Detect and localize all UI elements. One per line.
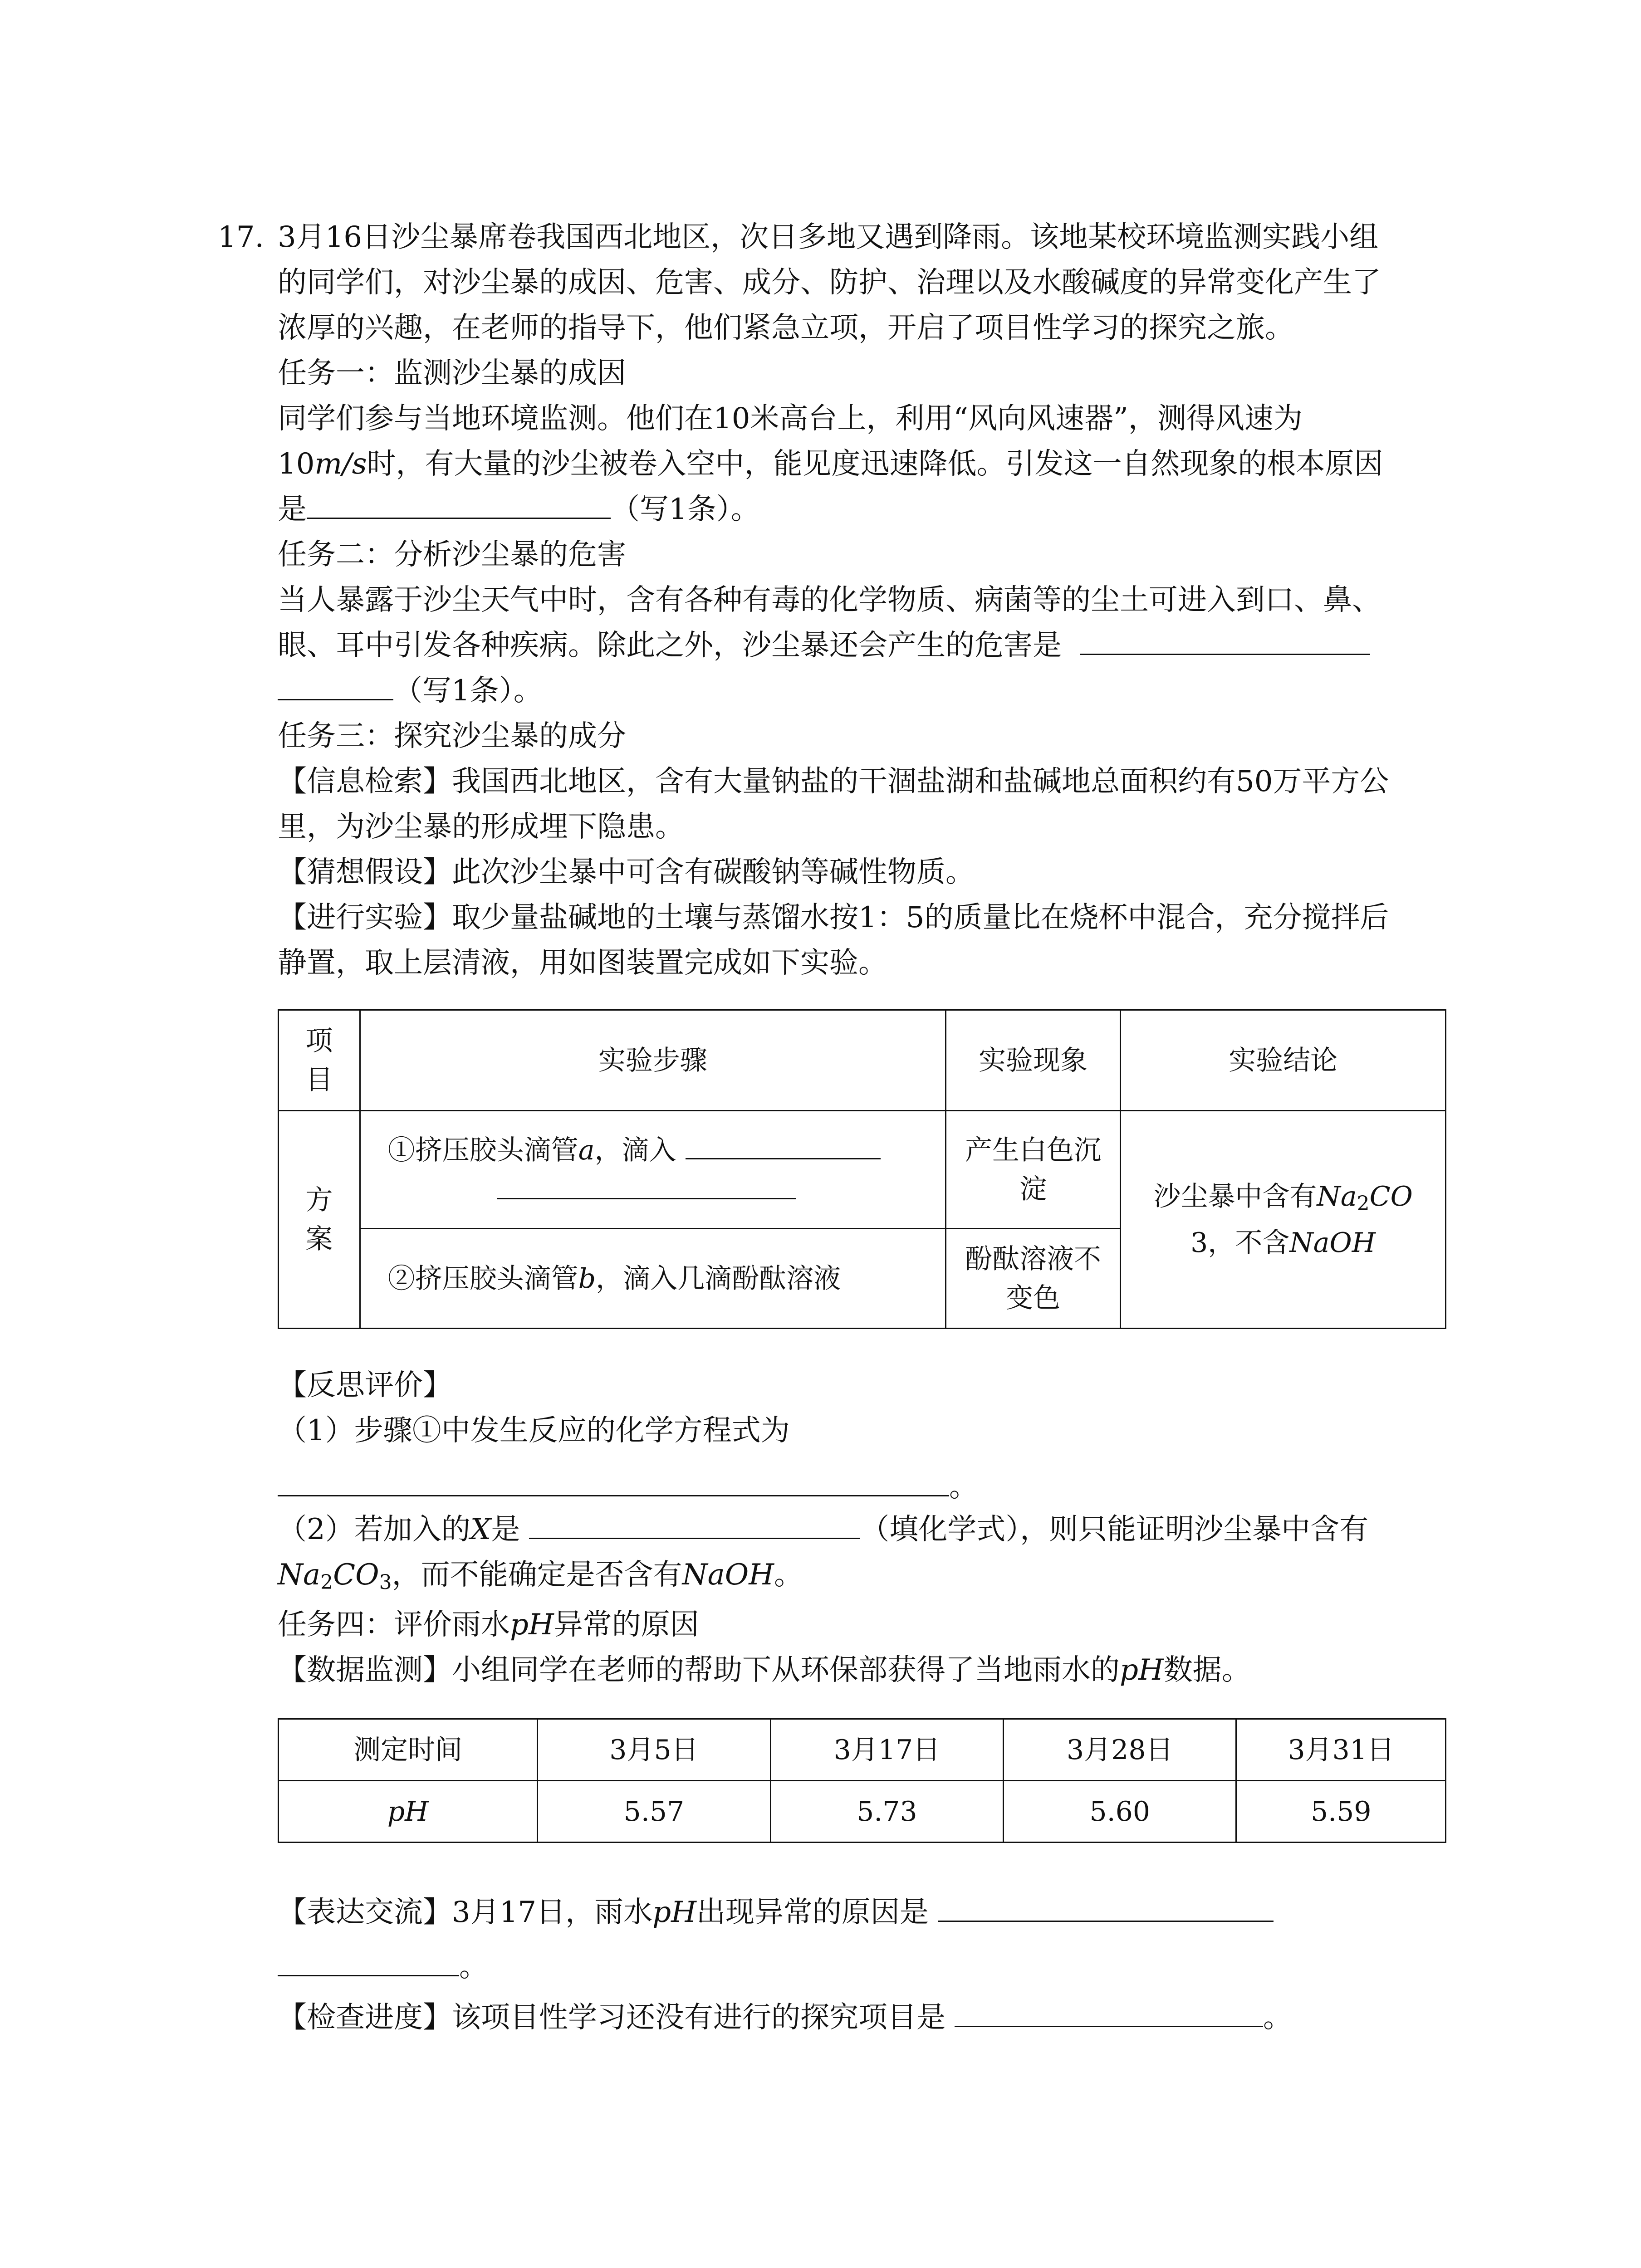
task3-heading: 任务三：探究沙尘暴的成分 xyxy=(278,719,626,753)
intro-line-1: 3月16日沙尘暴席卷我国西北地区，次日多地又遇到降雨。该地某校环境监测实践小组 xyxy=(278,220,1379,254)
formula-sub-3: 3 xyxy=(379,1571,392,1594)
step-1-text: ①挤压胶头滴管 xyxy=(387,1134,578,1166)
task1-line-2-text: 时，有大量的沙尘被卷入空中，能见度迅速降低。引发这一自然现象的根本原因 xyxy=(367,447,1383,481)
header-item-char-2: 目 xyxy=(305,1064,333,1096)
task4-data-ph: pH xyxy=(1120,1653,1164,1687)
ph-table-value: 5.57 xyxy=(538,1781,770,1843)
ph-table-time-label: 测定时间 xyxy=(279,1719,538,1781)
reflection-q1-answer-line xyxy=(278,1466,978,1508)
reflection-q2-mid: 是 xyxy=(491,1513,520,1546)
task4-data-text: 【数据监测】小组同学在老师的帮助下从环保部获得了当地雨水的 xyxy=(278,1653,1120,1687)
task3-experiment-2: 静置，取上层清液，用如图装置完成如下实验。 xyxy=(278,946,887,980)
ph-table-value: 5.60 xyxy=(1004,1781,1236,1843)
header-steps: 实验步骤 xyxy=(360,1010,945,1111)
step-1-blank-b[interactable] xyxy=(497,1170,796,1199)
task2-line-2-text: 眼、耳中引发各种疾病。除此之外，沙尘暴还会产生的危害是 xyxy=(278,629,1062,662)
expression-suffix: 出现异常的原因是 xyxy=(696,1896,929,1929)
task1-speed-unit: m/s xyxy=(314,447,367,481)
task2-line-2 xyxy=(278,625,1370,666)
task2-answer-blank-b[interactable] xyxy=(278,671,393,700)
formula-naoh: NaOH xyxy=(682,1558,774,1592)
reflection-q2-line-2-end: 。 xyxy=(774,1558,803,1592)
reflection-q2 xyxy=(278,1509,1368,1550)
expression-line xyxy=(278,1892,1274,1933)
task2-line-1: 当人暴露于沙尘天气中时，含有各种有毒的化学物质、病菌等的尘土可进入到口、鼻、 xyxy=(278,583,1381,617)
header-item xyxy=(279,1010,360,1111)
reflection-heading: 【反思评价】 xyxy=(278,1369,452,1402)
progress-line xyxy=(278,1997,1292,2038)
conclusion-formula-na: Na xyxy=(1317,1180,1357,1212)
reflection-q2-line-2 xyxy=(278,1554,803,1603)
step-1-text-suffix: ，滴入 xyxy=(594,1134,676,1166)
experiment-row-1 xyxy=(279,1111,1446,1229)
ph-table-ph-label: pH xyxy=(279,1781,538,1843)
task4-heading-text: 任务四：评价雨水 xyxy=(278,1608,510,1642)
row-label-char-2: 案 xyxy=(305,1223,333,1255)
task3-info-2: 里，为沙尘暴的形成埋下隐患。 xyxy=(278,810,684,844)
header-phenomenon: 实验现象 xyxy=(945,1010,1120,1111)
formula-co: CO xyxy=(333,1558,379,1592)
task4-data-suffix: 数据。 xyxy=(1163,1653,1251,1687)
expression-end: 。 xyxy=(459,1950,488,1984)
ph-table-date: 3月5日 xyxy=(538,1719,770,1781)
header-item-char-1: 项 xyxy=(305,1025,333,1057)
expression-text: 【表达交流】3月17日，雨水 xyxy=(278,1896,653,1929)
task3-experiment-1: 【进行实验】取少量盐碱地的土壤与蒸馏水按1：5的质量比在烧杯中混合，充分搅拌后 xyxy=(278,901,1389,934)
step-2-text: ②挤压胶头滴管 xyxy=(387,1262,578,1295)
task3-info-1: 【信息检索】我国西北地区，含有大量钠盐的干涸盐湖和盐碱地总面积约有50万平方公 xyxy=(278,765,1389,798)
step-1-dropper-a: a xyxy=(578,1134,595,1166)
expression-ph: pH xyxy=(652,1896,696,1929)
progress-blank[interactable] xyxy=(955,1998,1263,2027)
formula-sub-2: 2 xyxy=(320,1571,333,1594)
ph-table xyxy=(278,1718,1446,1843)
ph-table-date: 3月28日 xyxy=(1004,1719,1236,1781)
conclusion-formula-co: CO xyxy=(1369,1180,1413,1212)
ph-table-value-row xyxy=(279,1781,1446,1843)
row-label-plan xyxy=(279,1111,360,1329)
conclusion-cell xyxy=(1121,1111,1446,1329)
step-1-line-1 xyxy=(388,1130,945,1170)
expression-blank-b[interactable] xyxy=(278,1947,459,1976)
task1-line-3 xyxy=(278,489,760,530)
reflection-q1: （1）步骤①中发生反应的化学方程式为 xyxy=(278,1414,790,1447)
task1-line-2 xyxy=(278,443,1383,485)
ph-table-date: 3月31日 xyxy=(1236,1719,1446,1781)
phenomenon-1-line-1: 产生白色沉 xyxy=(965,1134,1102,1166)
conclusion-line-2 xyxy=(1121,1223,1445,1262)
reflection-q2-x: X xyxy=(470,1513,491,1546)
question-number: 17. xyxy=(218,220,264,254)
phenomenon-2-line-1: 酚酞溶液不 xyxy=(965,1243,1102,1275)
reflection-q2-line-2-text: ，而不能确定是否含有 xyxy=(392,1558,682,1592)
task1-line-3-prefix: 是 xyxy=(278,493,307,526)
formula-na: Na xyxy=(278,1558,321,1592)
expression-blank-a[interactable] xyxy=(938,1892,1274,1922)
step-2-text-suffix: ，滴入几滴酚酞溶液 xyxy=(596,1262,841,1295)
progress-text: 【检查进度】该项目性学习还没有进行的探究项目是 xyxy=(278,2001,945,2034)
task4-heading-ph: pH xyxy=(510,1608,554,1642)
experiment-table xyxy=(278,1009,1446,1329)
task1-line-1: 同学们参与当地环境监测。他们在10米高台上，利用“风向风速器”，测得风速为 xyxy=(278,402,1303,435)
task3-hypothesis: 【猜想假设】此次沙尘暴中可含有碳酸钠等碱性物质。 xyxy=(278,855,975,889)
task1-line-3-suffix: （写1条）。 xyxy=(611,493,760,526)
step-2-dropper-b: b xyxy=(578,1262,596,1295)
task2-line-3-suffix: （写1条）。 xyxy=(393,674,543,708)
task2-answer-blank-a[interactable] xyxy=(1080,626,1370,655)
progress-end: 。 xyxy=(1263,2001,1292,2034)
ph-table-header-row xyxy=(279,1719,1446,1781)
step-1-blank-a[interactable] xyxy=(686,1130,881,1159)
task2-line-3 xyxy=(278,670,543,712)
phenomenon-1-cell xyxy=(945,1111,1120,1229)
task4-data xyxy=(278,1649,1251,1691)
task4-heading-suffix: 异常的原因 xyxy=(554,1608,699,1642)
intro-line-3: 浓厚的兴趣，在老师的指导下，他们紧急立项，开启了项目性学习的探究之旅。 xyxy=(278,311,1294,345)
reflection-q2-text: （2）若加入的 xyxy=(278,1513,470,1546)
task4-heading xyxy=(278,1604,699,1646)
intro-line-2: 的同学们，对沙尘暴的成因、危害、成分、防护、治理以及水酸碱度的异常变化产生了 xyxy=(278,266,1381,299)
expression-line-2 xyxy=(278,1946,488,1988)
row-label-char-1: 方 xyxy=(305,1184,333,1216)
conclusion-formula-sub: 2 xyxy=(1357,1192,1370,1215)
reflection-q1-end: 。 xyxy=(949,1470,978,1504)
experiment-table-header xyxy=(279,1010,1446,1111)
conclusion-formula-naoh: NaOH xyxy=(1289,1227,1376,1259)
reflection-q2-blank[interactable] xyxy=(529,1510,860,1539)
conclusion-text: 沙尘暴中含有 xyxy=(1153,1180,1317,1212)
reflection-q1-blank[interactable] xyxy=(278,1467,949,1496)
ph-table-value: 5.59 xyxy=(1236,1781,1446,1843)
conclusion-line-1 xyxy=(1121,1177,1445,1223)
task2-heading: 任务二：分析沙尘暴的危害 xyxy=(278,538,626,572)
reflection-q2-suffix: （填化学式），则只能证明沙尘暴中含有 xyxy=(860,1513,1369,1546)
step-1-line-2 xyxy=(388,1170,945,1210)
phenomenon-2-line-2: 变色 xyxy=(1006,1282,1061,1314)
phenomenon-2-cell xyxy=(945,1229,1120,1329)
step-1-cell xyxy=(360,1111,945,1229)
ph-table-date: 3月17日 xyxy=(770,1719,1003,1781)
step-2-cell xyxy=(360,1229,945,1329)
conclusion-text-2: 3，不含 xyxy=(1190,1227,1290,1259)
phenomenon-1-line-2: 淀 xyxy=(1019,1173,1047,1205)
task1-answer-blank[interactable] xyxy=(307,489,611,519)
task1-heading: 任务一：监测沙尘暴的成因 xyxy=(278,357,626,390)
task1-speed-value: 10 xyxy=(278,447,315,481)
header-conclusion: 实验结论 xyxy=(1121,1010,1446,1111)
ph-table-value: 5.73 xyxy=(770,1781,1003,1843)
